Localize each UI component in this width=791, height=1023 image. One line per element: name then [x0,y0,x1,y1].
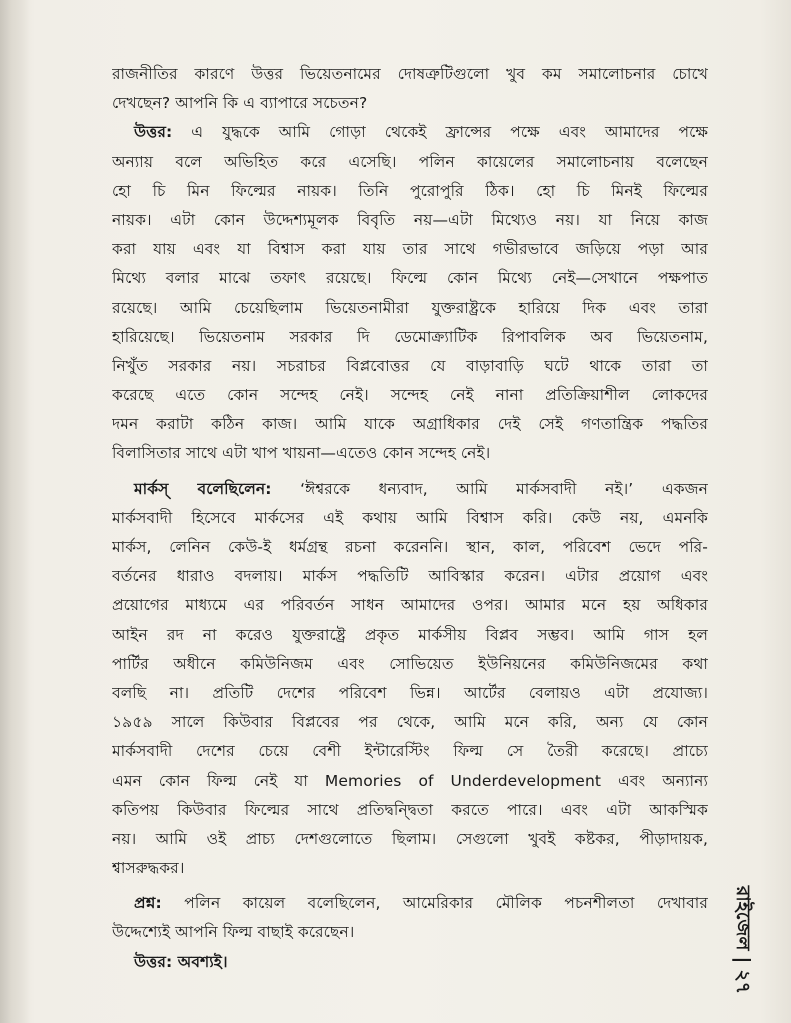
answer-label: উত্তর: [134,952,173,971]
text-line: এমন কোন ফিল্ম নেই যা Memories of Underdevelopment এবং অন্যান্য [112,771,708,790]
answer-label: উত্তর: [134,123,173,142]
text-line: রয়েছে। আমি চেয়েছিলাম ভিয়েতনামীরা যুক্তরাষ্ট্রকে হারিয়ে দিক এবং তারা [112,298,708,317]
text-line: বর্তনের ধারাও বদলায়। মার্কস পদ্ধতিটি আবিস্কার করেন। এটার প্রয়োগ এবং [112,567,708,586]
text-line: আইন রদ না করেও যুক্তরাষ্ট্রে প্রকৃত মার্কসীয় বিপ্লব সম্ভব। আমি গাস হল [112,625,708,644]
running-title: রাইজেল [732,885,754,951]
paragraph-answer-1 [112,118,708,468]
footer-separator: | [732,956,754,964]
text-line: নিখুঁত সরকার নয়। সচরাচর বিপ্লবোত্তর যে বাড়াবাড়ি ঘটে থাকে তারা তা [112,356,708,375]
text-line: মিথ্যে বলার মাঝে তফাৎ রয়েছে। ফিল্মে কোন মিথ্যে নেই—সেখানে পক্ষপাত [112,269,708,288]
text-line: বলছি না। প্রতিটি দেশের পরিবেশ ভিন্ন। আর্টের বেলায়ও এটা প্রযোজ্য। [112,683,708,702]
text-line: মার্কস, লেনিন কেউ-ই ধর্মগ্রন্থ রচনা করেননি। স্থান, কাল, পরিবেশ ভেদে পরি- [112,538,708,556]
text-line: পার্টির অধীনে কমিউনিজম এবং সোভিয়েত ইউনিয়নের কমিউনিজমের কথা [112,654,708,673]
text-run: ‘ঈশ্বরকে ধন্যবাদ, আমি মার্কসবাদী নই।’ একজন [271,479,708,498]
text-line [112,948,708,977]
text-line: মার্কসবাদী দেশের চেয়ে বেশী ইন্টারেস্টিং ফিল্ম সে তৈরী করেছে। প্রাচ্যে [112,742,708,761]
running-footer-text [725,886,757,994]
text-line: দেখছেন? আপনি কি এ ব্যাপারে সচেতন? [112,94,368,113]
text-line: হারিয়েছে। ভিয়েতনাম সরকার দি ডেমোক্র্যাটিক রিপাবলিক অব ভিয়েতনাম, [112,327,708,346]
text-line: বিলাসিতার সাথে এটা খাপ খায়না—এতেও কোন সন্দেহ নেই। [112,444,491,463]
paragraph-answer-2 [112,948,708,977]
text-line: হো চি মিন ফিল্মের নায়ক। তিনি পুরোপুরি ঠিক। হো চি মিনই ফিল্মের [112,181,708,200]
text-line: নয়। আমি ওই প্রাচ্য দেশগুলোতে ছিলাম। সেগুলো খুবই কষ্টকর, পীড়াদায়ক, [112,829,708,848]
text-line: ১৯৫৯ সালে কিউবার বিপ্লবের পর থেকে, আমি মনে করি, অন্য যে কোন [112,713,708,732]
text-line: করেছে এতে কোন সন্দেহ নেই। সন্দেহ নেই নানা প্রতিক্রিয়াশীল লোকদের [112,386,708,405]
text-line: মার্কসবাদী হিসেবে মার্কসের এই কথায় আমি বিশ্বাস করি। কেউ নয়, এমনকি [112,508,708,527]
text-line: প্রয়োগের মাধ্যমে এর পরিবর্তন সাধন আমাদের ওপর। আমার মনে হয় অধিকার [112,596,708,615]
text-line [112,889,708,918]
question-label: প্রশ্ন: [134,894,162,913]
text-line: কতিপয় কিউবার ফিল্মের সাথে প্রতিদ্বন্দ্বিতা করতে পারে। এবং এটা আকস্মিক [112,800,708,819]
paragraph-marx [112,475,708,884]
text-run: পলিন কায়েল বলেছিলেন, আমেরিকার মৌলিক পচনশীলতা দেখাবার [161,894,708,913]
paragraph-intro [112,60,708,118]
text-line [112,475,708,504]
text-line: দমন করাটা কঠিন কাজ। আমি যাকে অগ্রাধিকার দেই সেই গণতান্ত্রিক পদ্ধতির [112,415,708,434]
text-line: অন্যায় বলে অভিহিত করে এসেছি। পলিন কায়েলের সমালোচনায় বলেছেন [112,152,708,171]
text-line [112,118,708,147]
text-run: অবশ্যই। [172,952,228,971]
text-line: উদ্দেশ্যেই আপনি ফিল্ম বাছাই করেছেন। [112,923,355,942]
page-spine-shadow [0,0,30,1023]
paragraph-question-2 [112,889,708,947]
running-footer [726,885,756,995]
body-text [112,60,708,977]
text-line: নায়ক। এটা কোন উদ্দেশ্যমূলক বিবৃতি নয়—এটা মিথ্যেও নয়। যা নিয়ে কাজ [112,210,708,229]
text-line: রাজনীতির কারণে উত্তর ভিয়েতনামের দোষত্রুটিগুলো খুব কম সমালোচনার চোখে [112,65,708,83]
speaker-label: মার্কস্ বলেছিলেন: [134,479,272,498]
page-number: ২৭ [732,969,754,995]
text-line: শ্বাসরুদ্ধকর। [112,859,185,878]
text-run: এ যুদ্ধকে আমি গোড়া থেকেই ফ্রান্সের পক্ষে এবং আমাদের পক্ষে [172,123,708,142]
text-line: করা যায় এবং যা বিশ্বাস করা যায় তার সাথে গভীরভাবে জড়িয়ে পড়া আর [112,240,708,259]
